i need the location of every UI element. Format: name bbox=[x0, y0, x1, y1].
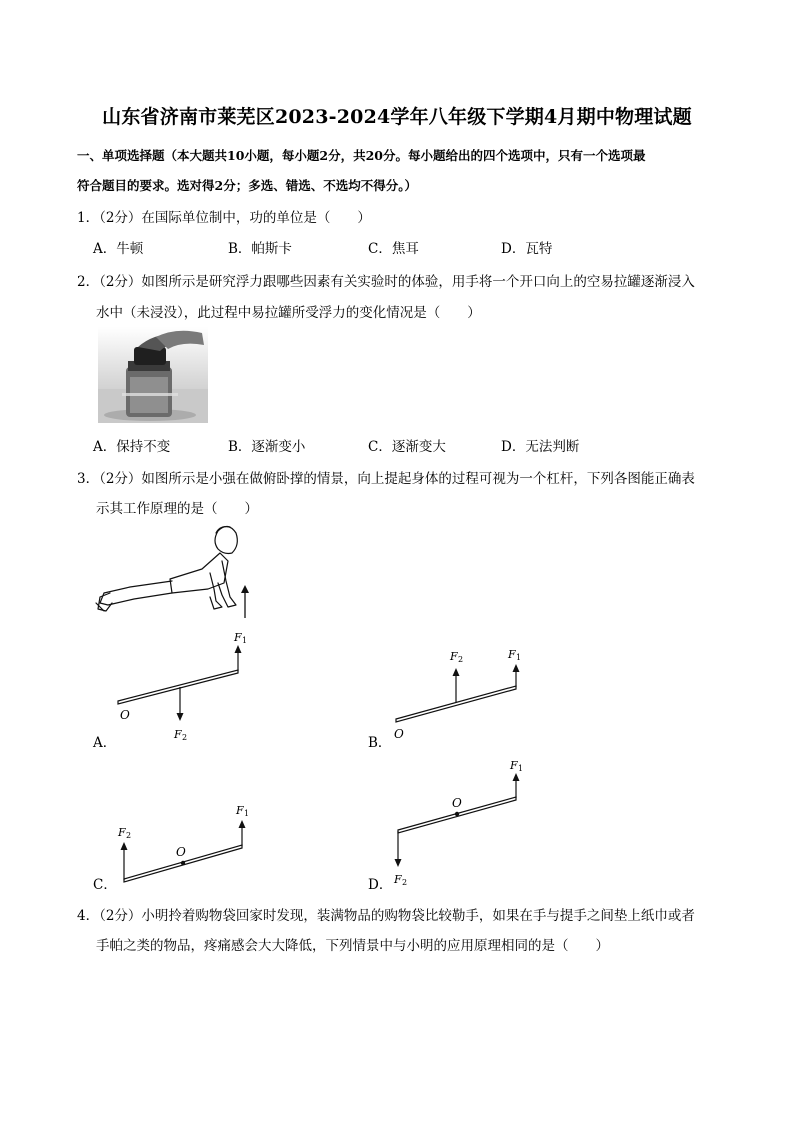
can-in-water-photo bbox=[98, 327, 208, 423]
question-4-stem-line2: 手帕之类的物品，疼痛感会大大降低，下列情景中与小明的应用原理相同的是（ ） bbox=[96, 938, 609, 954]
label-f1-sub: 1 bbox=[516, 653, 522, 662]
label-o: O bbox=[176, 845, 186, 859]
question-1-option-c: C．焦耳 bbox=[368, 241, 419, 257]
question-2-stem-line1: 2．（2分）如图所示是研究浮力跟哪些因素有关实验时的体验，用手将一个开口向上的空易拉罐逐渐浸入 bbox=[77, 274, 695, 290]
push-up-illustration bbox=[90, 523, 260, 623]
question-3-option-a: A． bbox=[93, 735, 117, 751]
label-f1-sub: 1 bbox=[244, 809, 250, 818]
lever-diagram-c bbox=[110, 800, 260, 890]
label-o: O bbox=[452, 796, 462, 810]
label-f1: F bbox=[510, 759, 518, 772]
label-f2: F bbox=[394, 873, 402, 886]
question-1-option-b: B．帕斯卡 bbox=[228, 241, 292, 257]
page-title: 山东省济南市莱芜区2023-2024学年八年级下学期4月期中物理试题 bbox=[102, 106, 692, 128]
question-1-stem: 1．（2分）在国际单位制中，功的单位是（ ） bbox=[77, 210, 371, 226]
question-1-option-d: D．瓦特 bbox=[501, 241, 553, 257]
question-2-stem-line2: 水中（未浸没），此过程中易拉罐所受浮力的变化情况是（ ） bbox=[96, 305, 481, 321]
label-f1: F bbox=[508, 648, 516, 661]
label-f2-sub: 2 bbox=[402, 878, 408, 887]
lever-diagram-a bbox=[110, 625, 270, 750]
label-o: O bbox=[120, 708, 130, 722]
label-f2: F bbox=[174, 728, 182, 741]
question-3-stem-line1: 3．（2分）如图所示是小强在做俯卧撑的情景，向上提起身体的过程可视为一个杠杆，下列各图能正确表 bbox=[77, 471, 695, 487]
question-2-option-d: D．无法判断 bbox=[501, 439, 580, 455]
question-2-option-b: B．逐渐变小 bbox=[228, 439, 306, 455]
label-f2: F bbox=[450, 650, 458, 663]
lever-diagram-d bbox=[388, 755, 538, 890]
label-o: O bbox=[394, 727, 404, 740]
question-4-stem-line1: 4．（2分）小明拎着购物袋回家时发现，装满物品的购物袋比较勒手，如果在手与提手之间垫上纸巾或者 bbox=[77, 908, 695, 924]
section-heading-line2: 符合题目的要求。选对得2分；多选、错选、不选均不得分。） bbox=[77, 178, 417, 193]
question-3-option-b: B． bbox=[368, 735, 392, 751]
label-f1: F bbox=[236, 804, 244, 817]
label-f2-sub: 2 bbox=[126, 831, 132, 840]
label-f2: F bbox=[118, 826, 126, 839]
label-f1-sub: 1 bbox=[518, 764, 524, 773]
question-2-option-a: A．保持不变 bbox=[93, 439, 171, 455]
label-f2-sub: 2 bbox=[182, 733, 188, 742]
section-heading-line1: 一、单项选择题（本大题共10小题，每小题2分，共20分。每小题给出的四个选项中，只有一个选项最 bbox=[77, 148, 646, 163]
label-f1: F bbox=[234, 631, 242, 644]
question-3-option-d: D． bbox=[368, 877, 393, 893]
label-f1-sub: 1 bbox=[242, 636, 248, 645]
question-3-stem-line2: 示其工作原理的是（ ） bbox=[96, 501, 258, 517]
question-3-option-c: C． bbox=[93, 877, 117, 893]
label-f2-sub: 2 bbox=[458, 655, 464, 664]
question-1-option-a: A．牛顿 bbox=[93, 241, 144, 257]
question-2-option-c: C．逐渐变大 bbox=[368, 439, 446, 455]
lever-diagram-b bbox=[388, 640, 538, 740]
